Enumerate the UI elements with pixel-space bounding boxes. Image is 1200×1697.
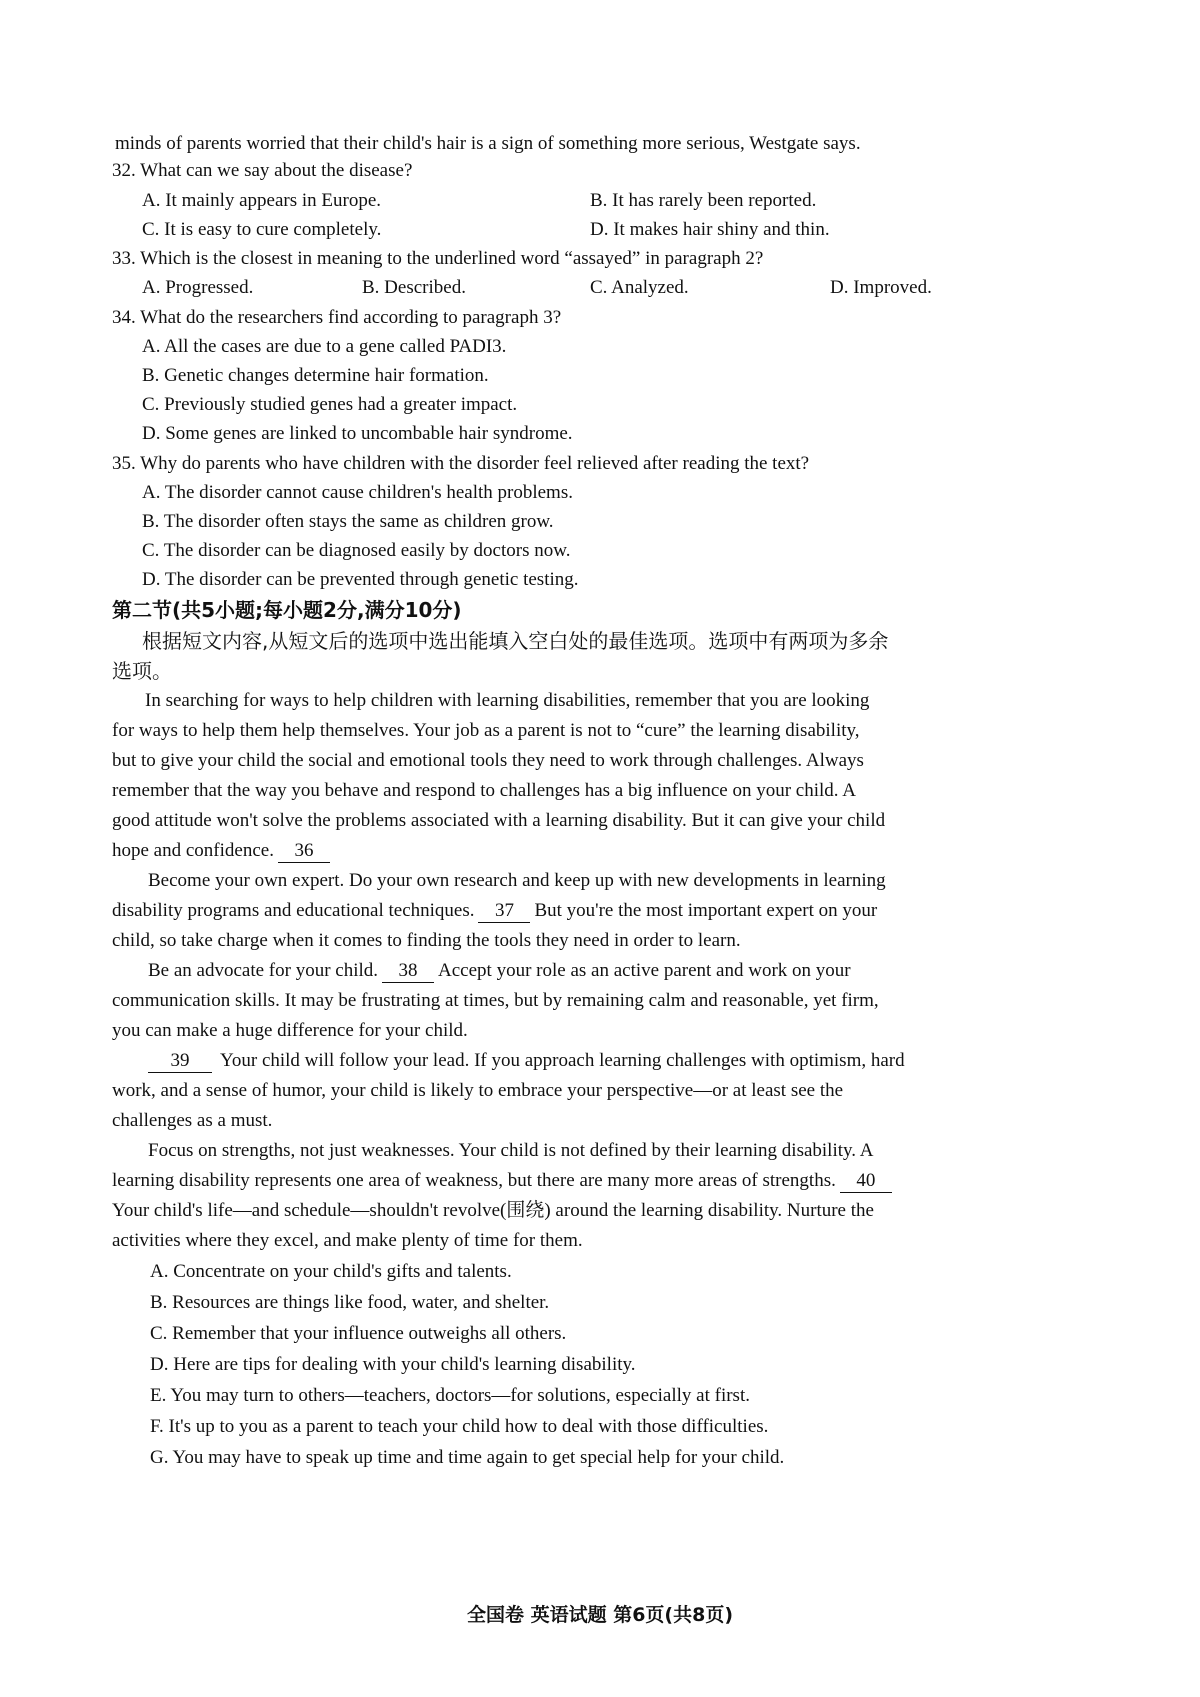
blank-38: 38 bbox=[382, 960, 434, 983]
passage-text: disability programs and educational techniques. bbox=[112, 900, 475, 921]
question-33-option-b: B. Described. bbox=[362, 277, 466, 298]
question-33-stem: 33. Which is the closest in meaning to the underlined word “assayed” in paragraph 2? bbox=[112, 248, 764, 269]
blank-36: 36 bbox=[278, 840, 330, 863]
option-f: F. It's up to you as a parent to teach your child how to deal with those difficulties. bbox=[150, 1416, 769, 1437]
question-34-option-c: C. Previously studied genes had a greater impact. bbox=[142, 394, 518, 415]
question-33-option-d: D. Improved. bbox=[830, 277, 932, 298]
question-33-option-c: C. Analyzed. bbox=[590, 277, 689, 298]
passage-line: for ways to help them help themselves. Your job as a parent is not to “cure” the learning disability, bbox=[112, 720, 860, 741]
section-heading: 第二节(共5小题;每小题2分,满分10分) bbox=[112, 598, 462, 622]
passage-line: Become your own expert. Do your own research and keep up with new developments in learning bbox=[148, 870, 886, 891]
option-d: D. Here are tips for dealing with your child's learning disability. bbox=[150, 1354, 636, 1375]
question-34-stem: 34. What do the researchers find according to paragraph 3? bbox=[112, 307, 562, 328]
question-34-option-a: A. All the cases are due to a gene called PADI3. bbox=[142, 336, 507, 357]
passage-line: challenges as a must. bbox=[112, 1110, 273, 1131]
passage-line: communication skills. It may be frustrating at times, but by remaining calm and reasonable, yet firm, bbox=[112, 990, 879, 1011]
passage-line bbox=[112, 838, 334, 864]
passage-text: Accept your role as an active parent and work on your bbox=[438, 960, 851, 981]
option-e: E. You may turn to others—teachers, doctors—for solutions, especially at first. bbox=[150, 1385, 750, 1406]
question-32-option-a: A. It mainly appears in Europe. bbox=[142, 190, 382, 211]
question-35-option-d: D. The disorder can be prevented through genetic testing. bbox=[142, 569, 579, 590]
continued-text-line: minds of parents worried that their child's hair is a sign of something more serious, Westgate says. bbox=[115, 133, 861, 154]
passage-text: Your child will follow your lead. If you approach learning challenges with optimism, hard bbox=[220, 1050, 905, 1071]
passage-line: but to give your child the social and emotional tools they need to work through challenges. Always bbox=[112, 750, 864, 771]
passage-line: Your child's life—and schedule—shouldn't revolve(围绕) around the learning disability. Nurture the bbox=[112, 1200, 874, 1221]
question-35-option-c: C. The disorder can be diagnosed easily by doctors now. bbox=[142, 540, 571, 561]
question-35-stem: 35. Why do parents who have children with the disorder feel relieved after reading the text? bbox=[112, 453, 810, 474]
blank-39: 39 bbox=[148, 1050, 212, 1073]
section-instruction-cont: 选项。 bbox=[112, 659, 172, 683]
question-34-option-d: D. Some genes are linked to uncombable hair syndrome. bbox=[142, 423, 573, 444]
question-35-option-a: A. The disorder cannot cause children's health problems. bbox=[142, 482, 573, 503]
question-35-option-b: B. The disorder often stays the same as children grow. bbox=[142, 511, 554, 532]
passage-line bbox=[112, 1168, 896, 1194]
question-32-stem: 32. What can we say about the disease? bbox=[112, 160, 413, 181]
passage-line: activities where they excel, and make plenty of time for them. bbox=[112, 1230, 583, 1251]
question-32-option-b: B. It has rarely been reported. bbox=[590, 190, 817, 211]
option-g: G. You may have to speak up time and time again to get special help for your child. bbox=[150, 1447, 785, 1468]
page-footer: 全国卷 英语试题 第6页(共8页) bbox=[466, 1604, 734, 1626]
passage-line bbox=[148, 958, 851, 984]
passage-line bbox=[148, 1048, 905, 1074]
passage-text: hope and confidence. bbox=[112, 840, 274, 861]
passage-line: Focus on strengths, not just weaknesses. Your child is not defined by their learning disability. A bbox=[148, 1140, 874, 1161]
question-34-option-b: B. Genetic changes determine hair formation. bbox=[142, 365, 489, 386]
passage-line: child, so take charge when it comes to finding the tools they need in order to learn. bbox=[112, 930, 741, 951]
passage-line: remember that the way you behave and respond to challenges has a big influence on your child. A bbox=[112, 780, 856, 801]
blank-40: 40 bbox=[840, 1170, 892, 1193]
passage-line: you can make a huge difference for your child. bbox=[112, 1020, 468, 1041]
passage-line bbox=[112, 898, 877, 924]
section-instruction: 根据短文内容,从短文后的选项中选出能填入空白处的最佳选项。选项中有两项为多余 bbox=[142, 629, 889, 653]
passage-text: learning disability represents one area of weakness, but there are many more areas of strengths. bbox=[112, 1170, 836, 1191]
option-b: B. Resources are things like food, water, and shelter. bbox=[150, 1292, 550, 1313]
passage-text: But you're the most important expert on your bbox=[534, 900, 878, 921]
blank-37: 37 bbox=[478, 900, 530, 923]
passage-line: work, and a sense of humor, your child is likely to embrace your perspective—or at least see the bbox=[112, 1080, 844, 1101]
passage-line: In searching for ways to help children with learning disabilities, remember that you are looking bbox=[145, 690, 870, 711]
passage-line: good attitude won't solve the problems associated with a learning disability. But it can give your child bbox=[112, 810, 886, 831]
question-32-option-d: D. It makes hair shiny and thin. bbox=[590, 219, 830, 240]
option-a: A. Concentrate on your child's gifts and talents. bbox=[150, 1261, 512, 1282]
option-c: C. Remember that your influence outweighs all others. bbox=[150, 1323, 567, 1344]
question-32-option-c: C. It is easy to cure completely. bbox=[142, 219, 382, 240]
question-33-option-a: A. Progressed. bbox=[142, 277, 254, 298]
passage-text: Be an advocate for your child. bbox=[148, 960, 379, 981]
